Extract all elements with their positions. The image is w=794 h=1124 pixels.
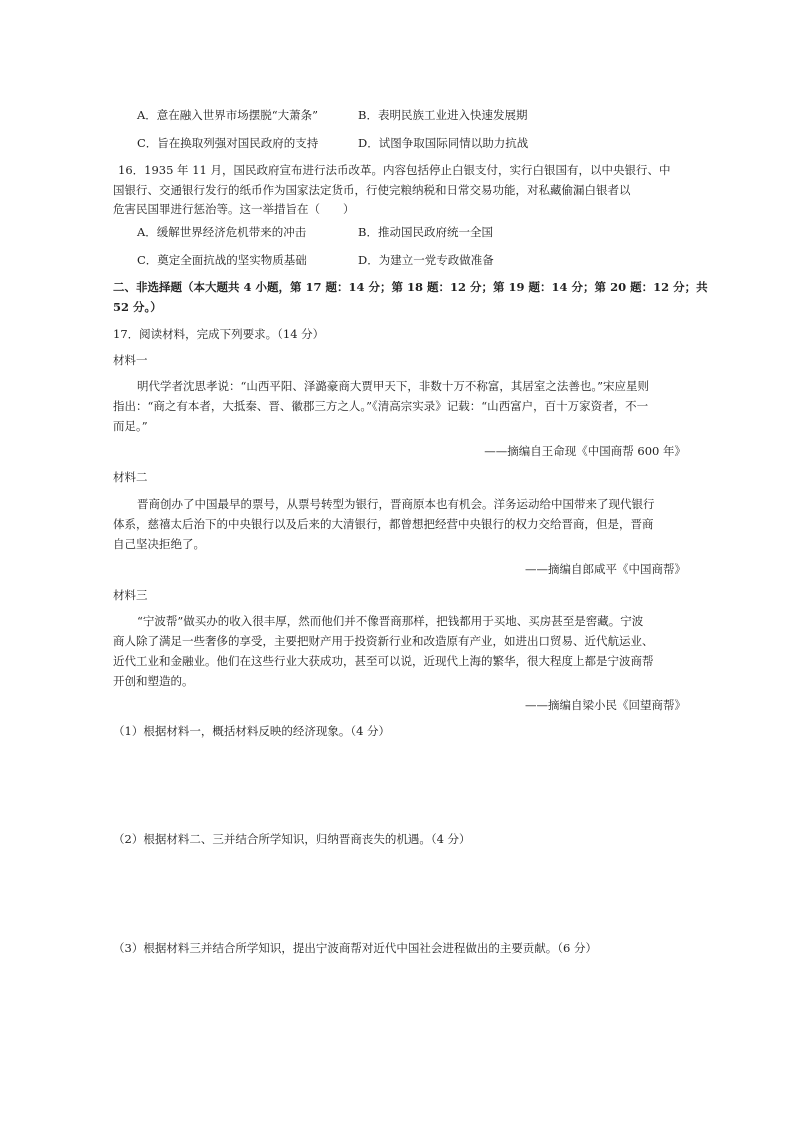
- q15-option-b: B．表明民族工业进入快速发展期: [358, 108, 528, 122]
- q15-option-c: C．旨在换取列强对国民政府的支持: [137, 136, 319, 150]
- material-3-label: 材料三: [113, 588, 148, 602]
- material-1-label: 材料一: [113, 353, 148, 367]
- q16-stem-line-1: 16．1935 年 11 月，国民政府宣布进行法币改革。内容包括停止白银支付，实行白银国有，以中央银行、中: [118, 163, 671, 177]
- q16-option-a: A．缓解世界经济危机带来的冲击: [137, 225, 307, 239]
- material-2-label: 材料二: [113, 470, 148, 484]
- q17-sub-1: （1）根据材料一，概括材料反映的经济现象。（4 分）: [113, 724, 391, 738]
- material-2-source: ——摘编自郎咸平《中国商帮》: [525, 562, 686, 576]
- q16-option-c: C．奠定全面抗战的坚实物质基础: [137, 253, 307, 267]
- material-1-source: ——摘编自王命现《中国商帮 600 年》: [484, 444, 686, 458]
- q16-stem-line-3: 危害民国罪进行惩治等。这一举措旨在（ ）: [113, 202, 355, 216]
- material-1-line-3: 而足。”: [113, 419, 148, 433]
- q17-stem: 17．阅读材料，完成下列要求。（14 分）: [113, 327, 325, 341]
- material-3-line-2: 商人除了满足一些奢侈的享受，主要把财产用于投资新行业和改造原有产业，如进出口贸易、近代航运业、: [113, 634, 654, 648]
- q16-stem-line-2: 国银行、交通银行发行的纸币作为国家法定货币，行使完粮纳税和日常交易功能，对私藏偷漏白银者以: [113, 183, 631, 197]
- q17-sub-2: （2）根据材料二、三并结合所学知识，归纳晋商丧失的机遇。（4 分）: [113, 832, 471, 846]
- material-2-line-3: 自己坚决拒绝了。: [113, 537, 205, 551]
- material-3-line-3: 近代工业和金融业。他们在这些行业大获成功，甚至可以说，近现代上海的繁华，很大程度上都是宁波商帮: [113, 654, 654, 668]
- material-3-source: ——摘编自梁小民《回望商帮》: [525, 698, 686, 712]
- material-2-line-2: 体系，慈禧太后治下的中央银行以及后来的大清银行，都曾想把经营中央银行的权力交给晋商，但是，晋商: [113, 517, 654, 531]
- material-3-line-4: 开创和塑造的。: [113, 674, 194, 688]
- q16-option-d: D．为建立一党专政做准备: [358, 253, 494, 267]
- material-3-line-1: “宁波帮”做买办的收入很丰厚，然而他们并不像晋商那样，把钱都用于买地、买房甚至是窖藏。宁波: [137, 614, 644, 628]
- q15-option-a: A．意在融入世界市场摆脱“大萧条”: [137, 108, 319, 122]
- material-1-line-1: 明代学者沈思孝说：“山西平阳、泽潞豪商大贾甲天下，非数十万不称富，其居室之法善也。”宋应星则: [137, 379, 650, 393]
- q15-option-d: D．试图争取国际同情以助力抗战: [358, 136, 529, 150]
- q17-sub-3: （3）根据材料三并结合所学知识，提出宁波商帮对近代中国社会进程做出的主要贡献。（6 分）: [113, 941, 598, 955]
- section-heading-line-2: 52 分。）: [113, 300, 162, 314]
- material-1-line-2: 指出：“商之有本者，大抵秦、晋、徽郡三方之人。”《清高宗实录》记载：“山西富户，百十万家资者，不一: [113, 399, 649, 413]
- material-2-line-1: 晋商创办了中国最早的票号，从票号转型为银行，晋商原本也有机会。洋务运动给中国带来了现代银行: [137, 497, 655, 511]
- section-heading-line-1: 二、非选择题（本大题共 4 小题，第 17 题：14 分；第 18 题：12 分；第 19 题：14 分；第 20 题：12 分；共: [113, 280, 708, 294]
- q16-option-b: B．推动国民政府统一全国: [358, 225, 493, 239]
